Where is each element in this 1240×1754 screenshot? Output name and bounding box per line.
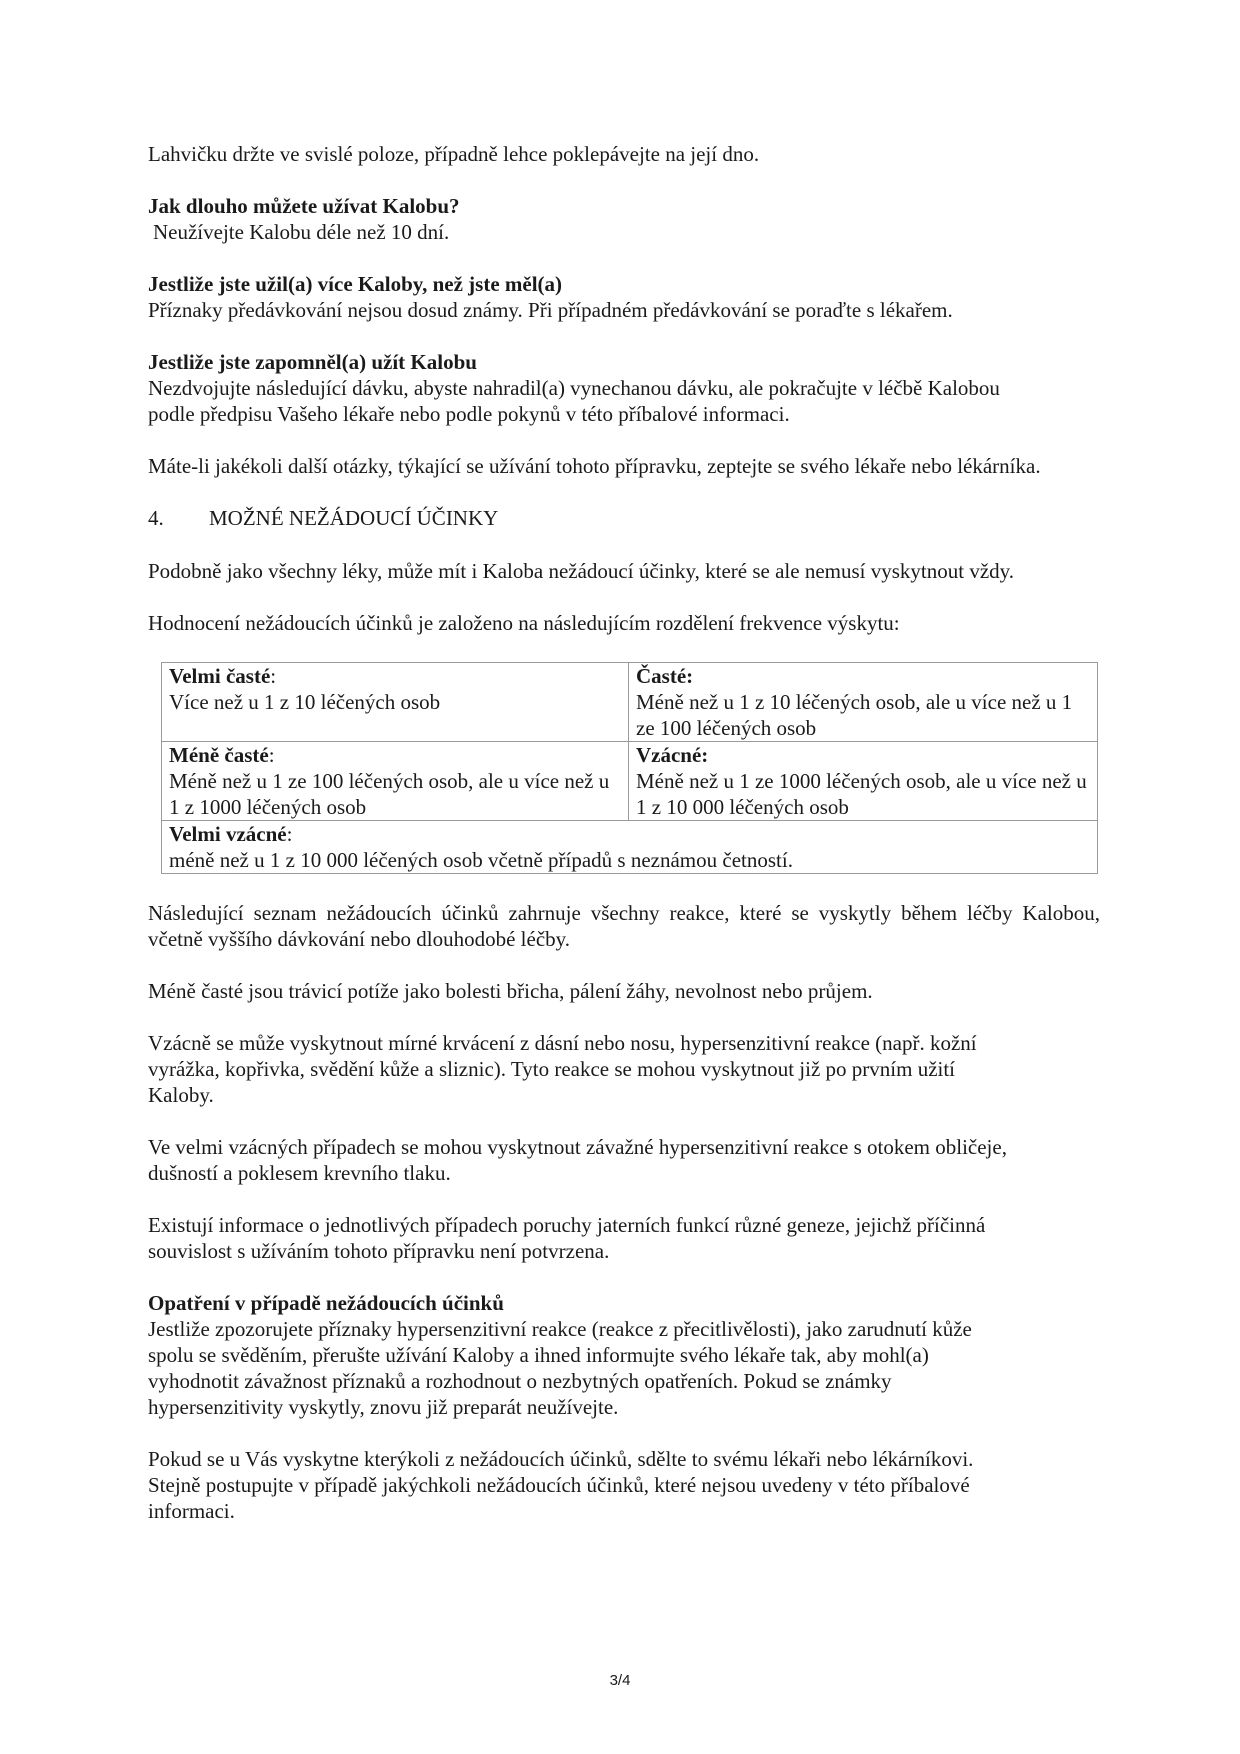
paragraph-line: Jestliže zpozorujete příznaky hypersenzitivní reakce (reakce z přecitlivělosti), jako zarudnutí kůže xyxy=(148,1317,972,1341)
section-number: 4. xyxy=(148,506,164,530)
table-cell-rare xyxy=(629,742,1098,821)
liver-function-paragraph xyxy=(148,1212,1100,1264)
uncommon-effects-paragraph: Méně časté jsou trávicí potíže jako bolesti břicha, pálení žáhy, nevolnost nebo průjem. xyxy=(148,979,873,1003)
paragraph-line: spolu se svěděním, přerušte užívání Kaloby a ihned informujte svého lékaře tak, aby mohl(a) xyxy=(148,1343,929,1367)
overdose-text: Příznaky předávkování nejsou dosud známy. Při případném předávkování se poraďte s lékařem. xyxy=(148,298,953,322)
paragraph-line: Ve velmi vzácných případech se mohou vyskytnout závažné hypersenzitivní reakce s otokem obličeje, xyxy=(148,1135,1007,1159)
section-title: MOŽNÉ NEŽÁDOUCÍ ÚČINKY xyxy=(209,506,499,530)
like-all-medicines-paragraph: Podobně jako všechny léky, může mít i Kaloba nežádoucí účinky, které se ale nemusí vyskytnout vždy. xyxy=(148,559,1015,583)
paragraph-line: informaci. xyxy=(148,1499,235,1523)
table-row xyxy=(162,663,1098,742)
paragraph-line: vyrážka, kopřivka, svědění kůže a sliznic). Tyto reakce se mohou vyskytnout již po prvním užití xyxy=(148,1057,956,1081)
paragraph-line: Vzácně se může vyskytnout mírné krvácení z dásní nebo nosu, hypersenzitivní reakce (např. kožní xyxy=(148,1031,977,1055)
paragraph-line: Kaloby. xyxy=(148,1083,214,1107)
questions-paragraph: Máte-li jakékoli další otázky, týkající se užívání tohoto přípravku, zeptejte se svého lékaře nebo lékárníka. xyxy=(148,454,1041,478)
side-effects-list-paragraph: Následující seznam nežádoucích účinků zahrnuje všechny reakce, které se vyskytly během léčby Kalobou, včetně vyššího dávkování nebo dlouhodobé léčby. xyxy=(148,901,1100,951)
uncommon-label: Méně časté xyxy=(169,743,269,767)
paragraph-line: Stejně postupujte v případě jakýchkoli nežádoucích účinků, které nejsou uvedeny v této příbalové xyxy=(148,1473,970,1497)
overdose-heading: Jestliže jste užil(a) více Kaloby, než jste měl(a) xyxy=(148,272,563,296)
page-number: 3/4 xyxy=(609,1672,631,1689)
table-row xyxy=(162,821,1098,874)
report-paragraph xyxy=(148,1446,1100,1524)
rare-text: Méně než u 1 ze 1000 léčených osob, ale u více než u 1 z 10 000 léčených osob xyxy=(636,769,1087,819)
table-row xyxy=(162,742,1098,821)
very-rare-text: méně než u 1 z 10 000 léčených osob včetně případů s neznámou četností. xyxy=(169,848,793,872)
table-cell-very-common: Velmi časté: Více než u 1 z 10 léčených osob xyxy=(162,663,629,742)
frequency-table xyxy=(161,662,1098,874)
paragraph-line: souvislost s užíváním tohoto přípravku není potvrzena. xyxy=(148,1239,610,1263)
table-cell-very-rare: Velmi vzácné: méně než u 1 z 10 000 léčených osob včetně případů s neznámou četností. xyxy=(162,821,1098,874)
very-common-text: Více než u 1 z 10 léčených osob xyxy=(169,690,441,714)
intro-line: Lahvičku držte ve svislé poloze, případně lehce poklepávejte na její dno. xyxy=(148,142,760,166)
very-rare-label: Velmi vzácné xyxy=(169,822,287,846)
how-long-text: Neužívejte Kalobu déle než 10 dní. xyxy=(153,220,450,244)
table-cell-uncommon: Méně časté: Méně než u 1 ze 100 léčených osob, ale u více než u 1 z 1000 léčených osob xyxy=(162,742,629,821)
paragraph-line: hypersenzitivity vyskytly, znovu již preparát neužívejte. xyxy=(148,1395,619,1419)
missed-dose-heading: Jestliže jste zapomněl(a) užít Kalobu xyxy=(148,350,477,374)
very-rare-effects-paragraph xyxy=(148,1134,1100,1186)
paragraph-line: Existují informace o jednotlivých případech poruchy jaterních funkcí různé geneze, jejichž příčinná xyxy=(148,1213,986,1237)
rare-effects-paragraph xyxy=(148,1030,1100,1108)
table-cell-common xyxy=(629,663,1098,742)
paragraph-line: vyhodnotit závažnost příznaků a rozhodnout o nezbytných opatřeních. Pokud se známky xyxy=(148,1369,892,1393)
very-common-label: Velmi časté xyxy=(169,664,271,688)
how-long-section xyxy=(148,193,1100,245)
section-4-heading xyxy=(148,505,1100,531)
overdose-section xyxy=(148,271,1100,323)
missed-dose-section xyxy=(148,349,1100,427)
common-text: Méně než u 1 z 10 léčených osob, ale u více než u 1 ze 100 léčených osob xyxy=(636,690,1073,740)
uncommon-text: Méně než u 1 ze 100 léčených osob, ale u více než u 1 z 1000 léčených osob xyxy=(169,769,610,819)
rare-label: Vzácné: xyxy=(636,743,709,767)
how-long-heading: Jak dlouho můžete užívat Kalobu? xyxy=(148,194,460,218)
common-label: Časté: xyxy=(636,664,694,688)
measures-section xyxy=(148,1290,1100,1420)
paragraph-line: Pokud se u Vás vyskytne kterýkoli z nežádoucích účinků, sdělte to svému lékaři nebo lékárníkovi. xyxy=(148,1447,974,1471)
document-page xyxy=(148,141,1100,1550)
missed-dose-line: podle předpisu Vašeho lékaře nebo podle pokynů v této příbalové informaci. xyxy=(148,402,790,426)
missed-dose-line: Nezdvojujte následující dávku, abyste nahradil(a) vynechanou dávku, ale pokračujte v léčbě Kalobou xyxy=(148,376,1000,400)
paragraph-line: dušností a poklesem krevního tlaku. xyxy=(148,1161,451,1185)
measures-heading: Opatření v případě nežádoucích účinků xyxy=(148,1291,504,1315)
frequency-intro-paragraph: Hodnocení nežádoucích účinků je založeno na následujícím rozdělení frekvence výskytu: xyxy=(148,611,900,635)
